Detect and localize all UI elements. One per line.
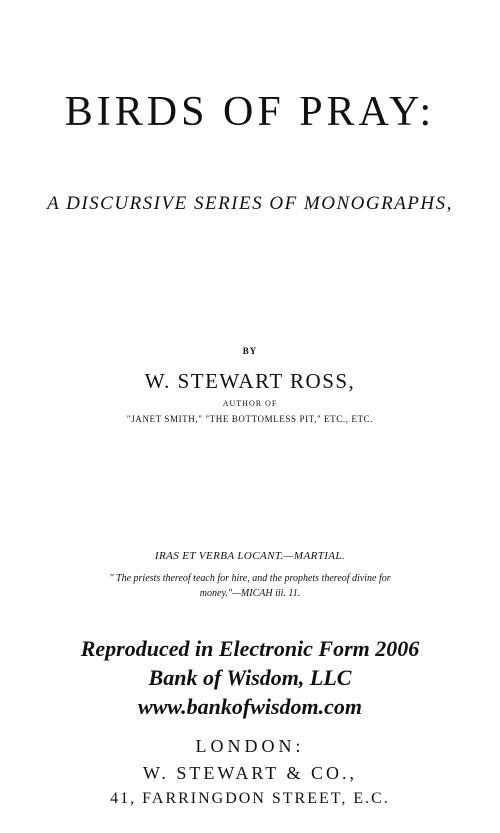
publisher-address: 41, FARRINGDON STREET, E.C. [110, 790, 390, 807]
publication-city: LONDON: [195, 736, 305, 756]
book-title: BIRDS OF PRAY: [64, 89, 436, 135]
reproduction-website: www.bankofwisdom.com [137, 694, 363, 719]
author-of-label: AUTHOR OF [222, 399, 278, 408]
other-works: "JANET SMITH," "THE BOTTOMLESS PIT," ETC., ETC. [126, 414, 374, 424]
epigraph-micah-line2: money."—MICAH iii. 11. [199, 588, 301, 599]
epigraph-martial: IRAS ET VERBA LOCANT.—MARTIAL. [154, 550, 346, 562]
book-subtitle: A DISCURSIVE SERIES OF MONOGRAPHS, [47, 193, 453, 214]
reproduction-notice: Reproduced in Electronic Form 2006 [80, 636, 420, 661]
publisher-name: W. STEWART & CO., [143, 763, 357, 783]
author-name: W. STEWART ROSS, [144, 369, 356, 393]
by-label: BY [242, 346, 258, 356]
epigraph-micah-line1: " The priests thereof teach for hire, and the prophets thereof divine for [109, 573, 391, 584]
reproduction-publisher: Bank of Wisdom, LLC [148, 665, 352, 690]
